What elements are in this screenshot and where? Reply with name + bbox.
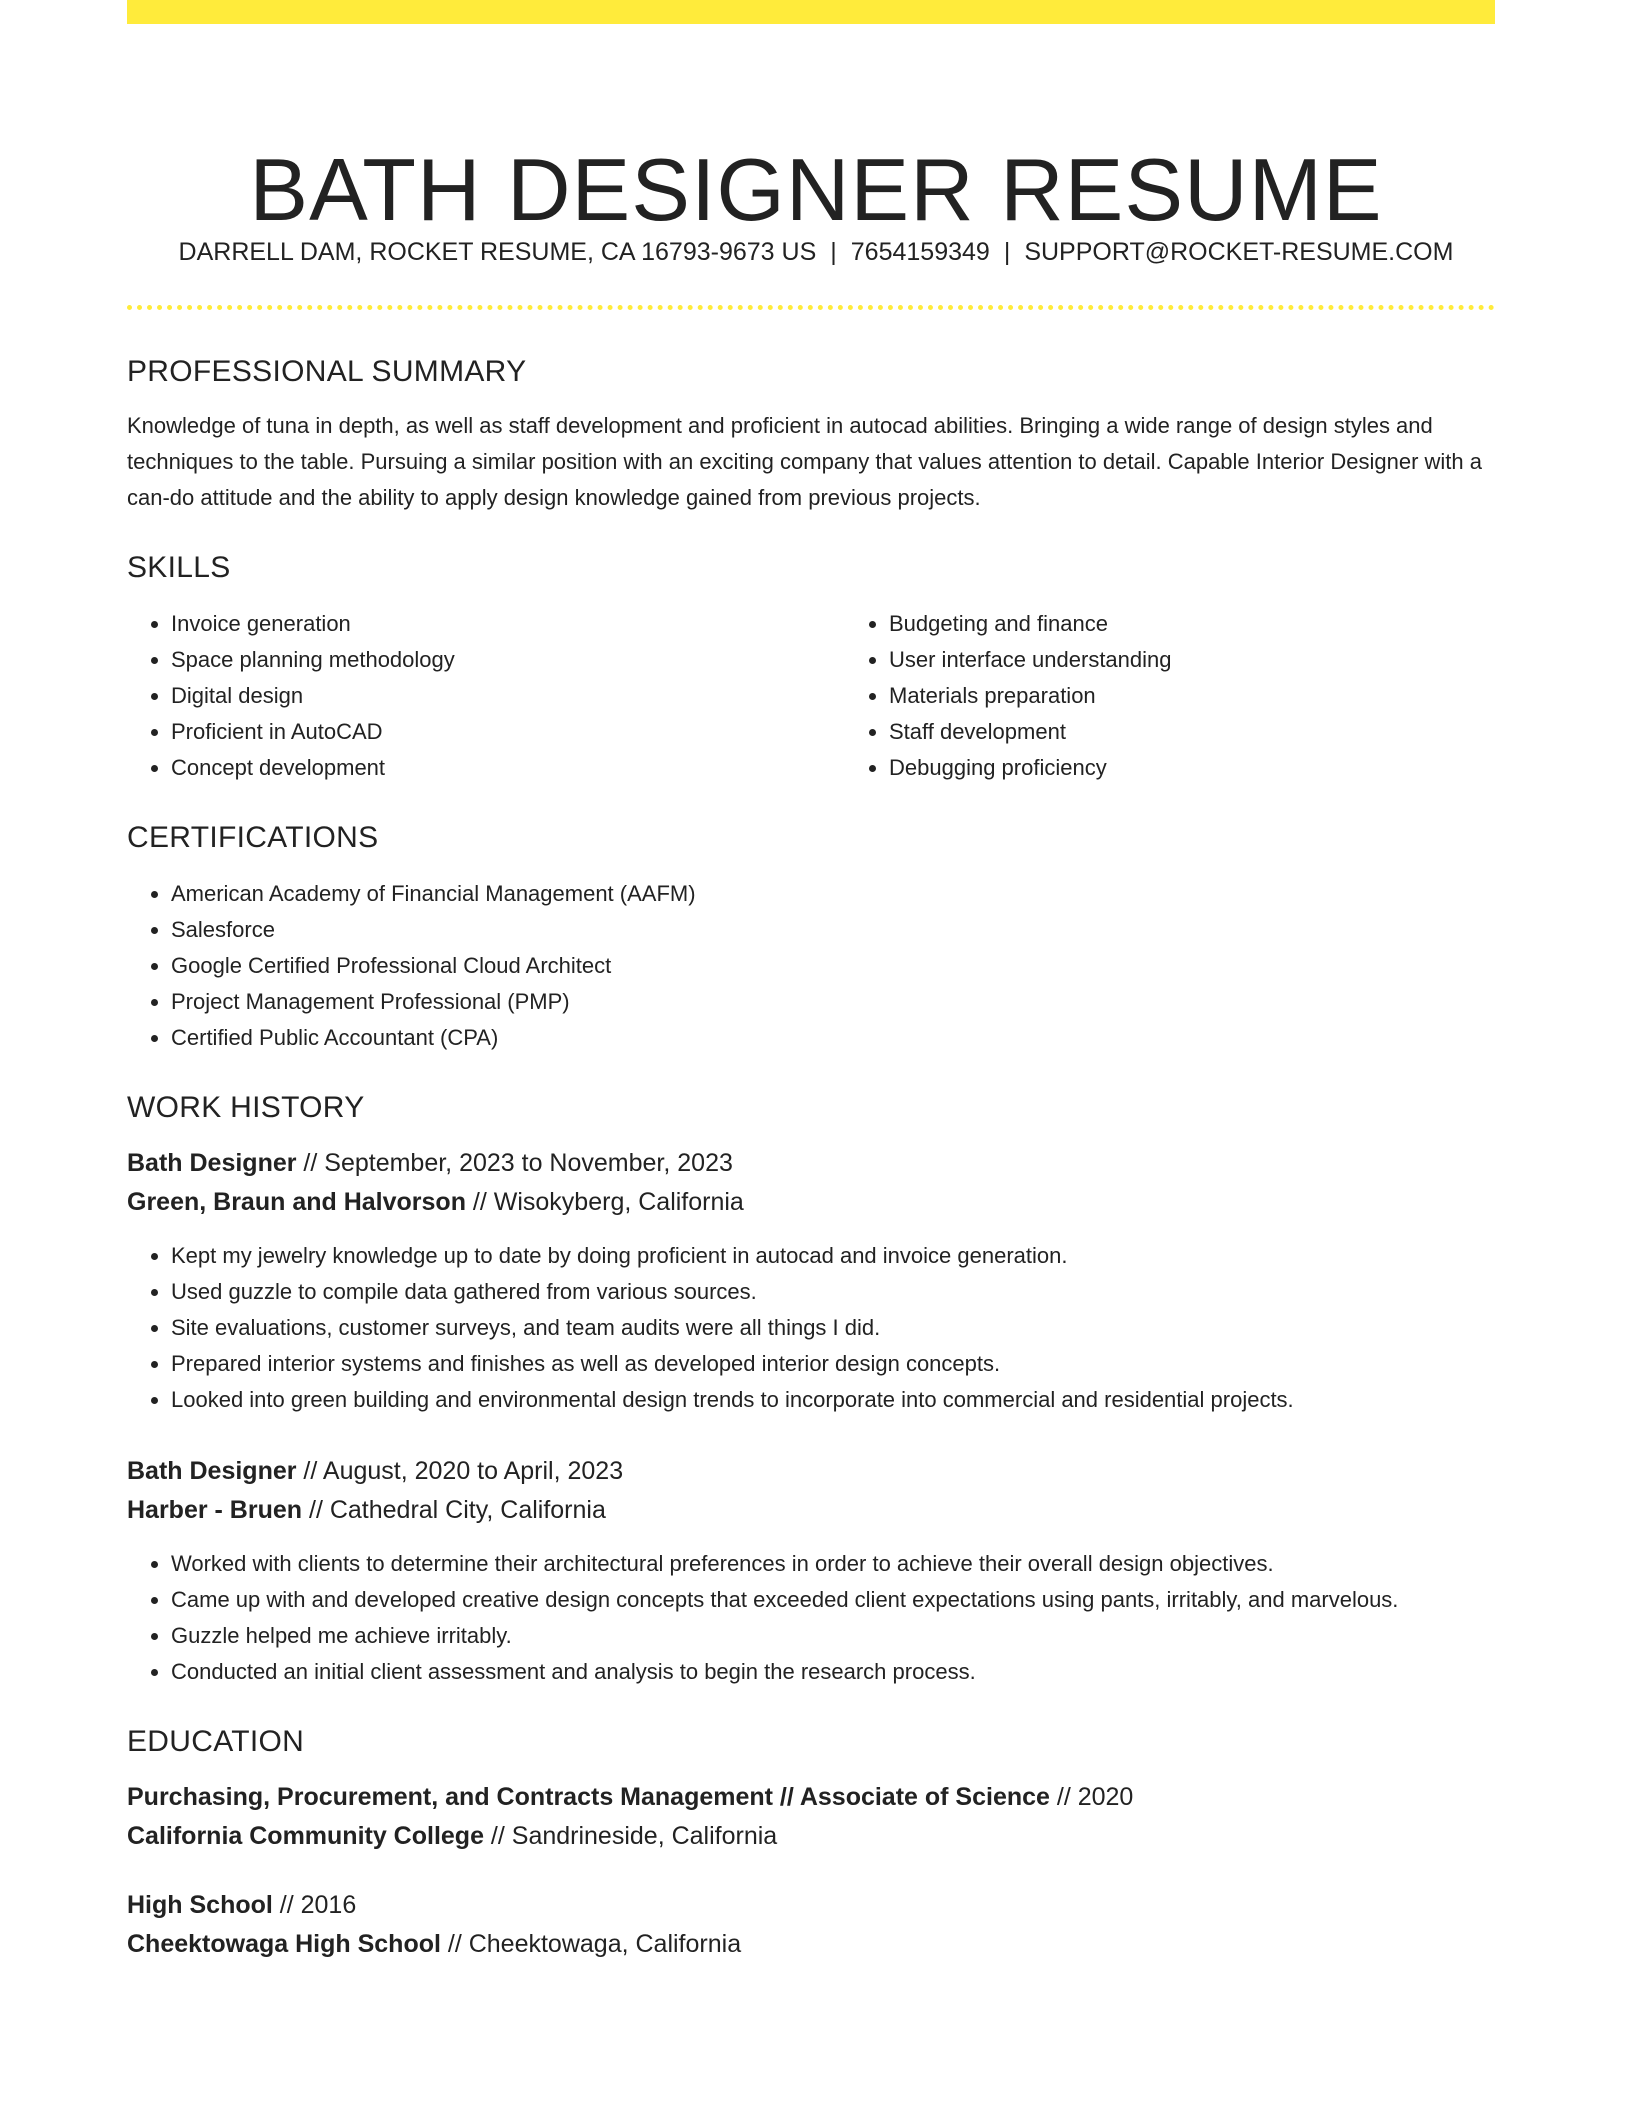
section-heading-skills: SKILLS [127,551,231,584]
resume-content [127,350,1495,1964]
education-entry [127,1886,1495,1964]
education-entry [127,1778,1495,1856]
page-title: BATH DESIGNER RESUME [249,139,1383,239]
skills-list-right [845,606,1563,786]
school: California Community College [127,1822,484,1850]
degree-year: // 2016 [272,1891,357,1919]
job-bullet: • Used guzzle to compile data gathered from various sources. [171,1274,1495,1310]
skill-item: • Space planning methodology [171,642,845,678]
job-bullet: • Came up with and developed creative design concepts that exceeded client expectations using pants, irritably, and marvelous. [171,1582,1495,1618]
certification-item: • American Academy of Financial Management (AAFM) [171,876,1495,912]
education-section [127,1720,1495,1964]
job-location: // Cathedral City, California [302,1496,606,1524]
skills-list-left [127,606,845,786]
skill-item: • Proficient in AutoCAD [171,714,845,750]
skill-item: • Digital design [171,678,845,714]
section-heading-summary: PROFESSIONAL SUMMARY [127,355,527,388]
job-company: Harber - Bruen [127,1496,303,1524]
certifications-list [127,876,1495,1056]
job-bullets [127,1238,1495,1418]
job-entry [127,1452,1495,1690]
job-bullet: • Guzzle helped me achieve irritably. [171,1618,1495,1654]
job-bullet: • Kept my jewelry knowledge up to date by doing proficient in autocad and invoice generation. [171,1238,1495,1274]
school-location: // Sandrineside, California [483,1822,778,1850]
section-heading-education: EDUCATION [127,1725,305,1758]
skill-item: • Concept development [171,750,845,786]
section-heading-work-history: WORK HISTORY [127,1091,365,1124]
job-company-line [127,1491,1495,1530]
skill-item: • Materials preparation [889,678,1563,714]
job-dates: // August, 2020 to April, 2023 [296,1457,624,1485]
job-dates: // September, 2023 to November, 2023 [296,1149,733,1177]
certifications-section [127,816,1495,1056]
skill-item: • Invoice generation [171,606,845,642]
certification-item: • Google Certified Professional Cloud Architect [171,948,1495,984]
school: Cheektowaga High School [127,1930,441,1958]
job-title-line [127,1144,1495,1183]
contact-line [0,238,1632,267]
skills-grid [127,606,1495,786]
job-bullet: • Conducted an initial client assessment and analysis to begin the research process. [171,1654,1495,1690]
contact-separator: | [1003,238,1011,266]
skill-item: • Staff development [889,714,1563,750]
certification-item: • Project Management Professional (PMP) [171,984,1495,1020]
job-title: Bath Designer [127,1457,297,1485]
job-bullet: • Worked with clients to determine their architectural preferences in order to achieve their overall design objectives. [171,1546,1495,1582]
degree: Purchasing, Procurement, and Contracts Management // Associate of Science [127,1783,1050,1811]
degree: High School [127,1891,273,1919]
job-bullet: • Looked into green building and environmental design trends to incorporate into commercial and residential projects. [171,1382,1495,1418]
contact-email: SUPPORT@ROCKET-RESUME.COM [1024,238,1454,266]
skill-item: • Debugging proficiency [889,750,1563,786]
skills-section [127,546,1495,786]
job-company-line [127,1183,1495,1222]
degree-line [127,1886,1495,1925]
job-title-line [127,1452,1495,1491]
job-company: Green, Braun and Halvorson [127,1188,466,1216]
degree-year: // 2020 [1049,1783,1134,1811]
school-location: // Cheektowaga, California [440,1930,742,1958]
skill-item: • Budgeting and finance [889,606,1563,642]
contact-phone: 7654159349 [850,238,990,266]
dotted-divider [127,305,1495,310]
school-line [127,1817,1495,1856]
certification-item: • Salesforce [171,912,1495,948]
job-entry [127,1144,1495,1418]
section-heading-certifications: CERTIFICATIONS [127,821,379,854]
job-location: // Wisokyberg, California [465,1188,744,1216]
job-title: Bath Designer [127,1149,297,1177]
top-accent-bar [127,0,1495,24]
degree-line [127,1778,1495,1817]
summary-text: Knowledge of tuna in depth, as well as staff development and proficient in autocad abilities. Bringing a wide range of design styles and techniques to the table. Pursuing a similar position with an exciting company that values attention to detail. Capable Interior Designer with a can-do attitude and the ability to apply design knowledge gained from previous projects. [127,413,1482,510]
certification-item: • Certified Public Accountant (CPA) [171,1020,1495,1056]
job-bullets [127,1546,1495,1690]
job-bullet: • Site evaluations, customer surveys, and team audits were all things I did. [171,1310,1495,1346]
skill-item: • User interface understanding [889,642,1563,678]
contact-address: DARRELL DAM, ROCKET RESUME, CA 16793-9673 US [178,238,817,266]
job-bullet: • Prepared interior systems and finishes as well as developed interior design concepts. [171,1346,1495,1382]
contact-separator: | [830,238,837,266]
school-line [127,1925,1495,1964]
summary-section [127,350,1495,516]
work-history-section [127,1086,1495,1690]
